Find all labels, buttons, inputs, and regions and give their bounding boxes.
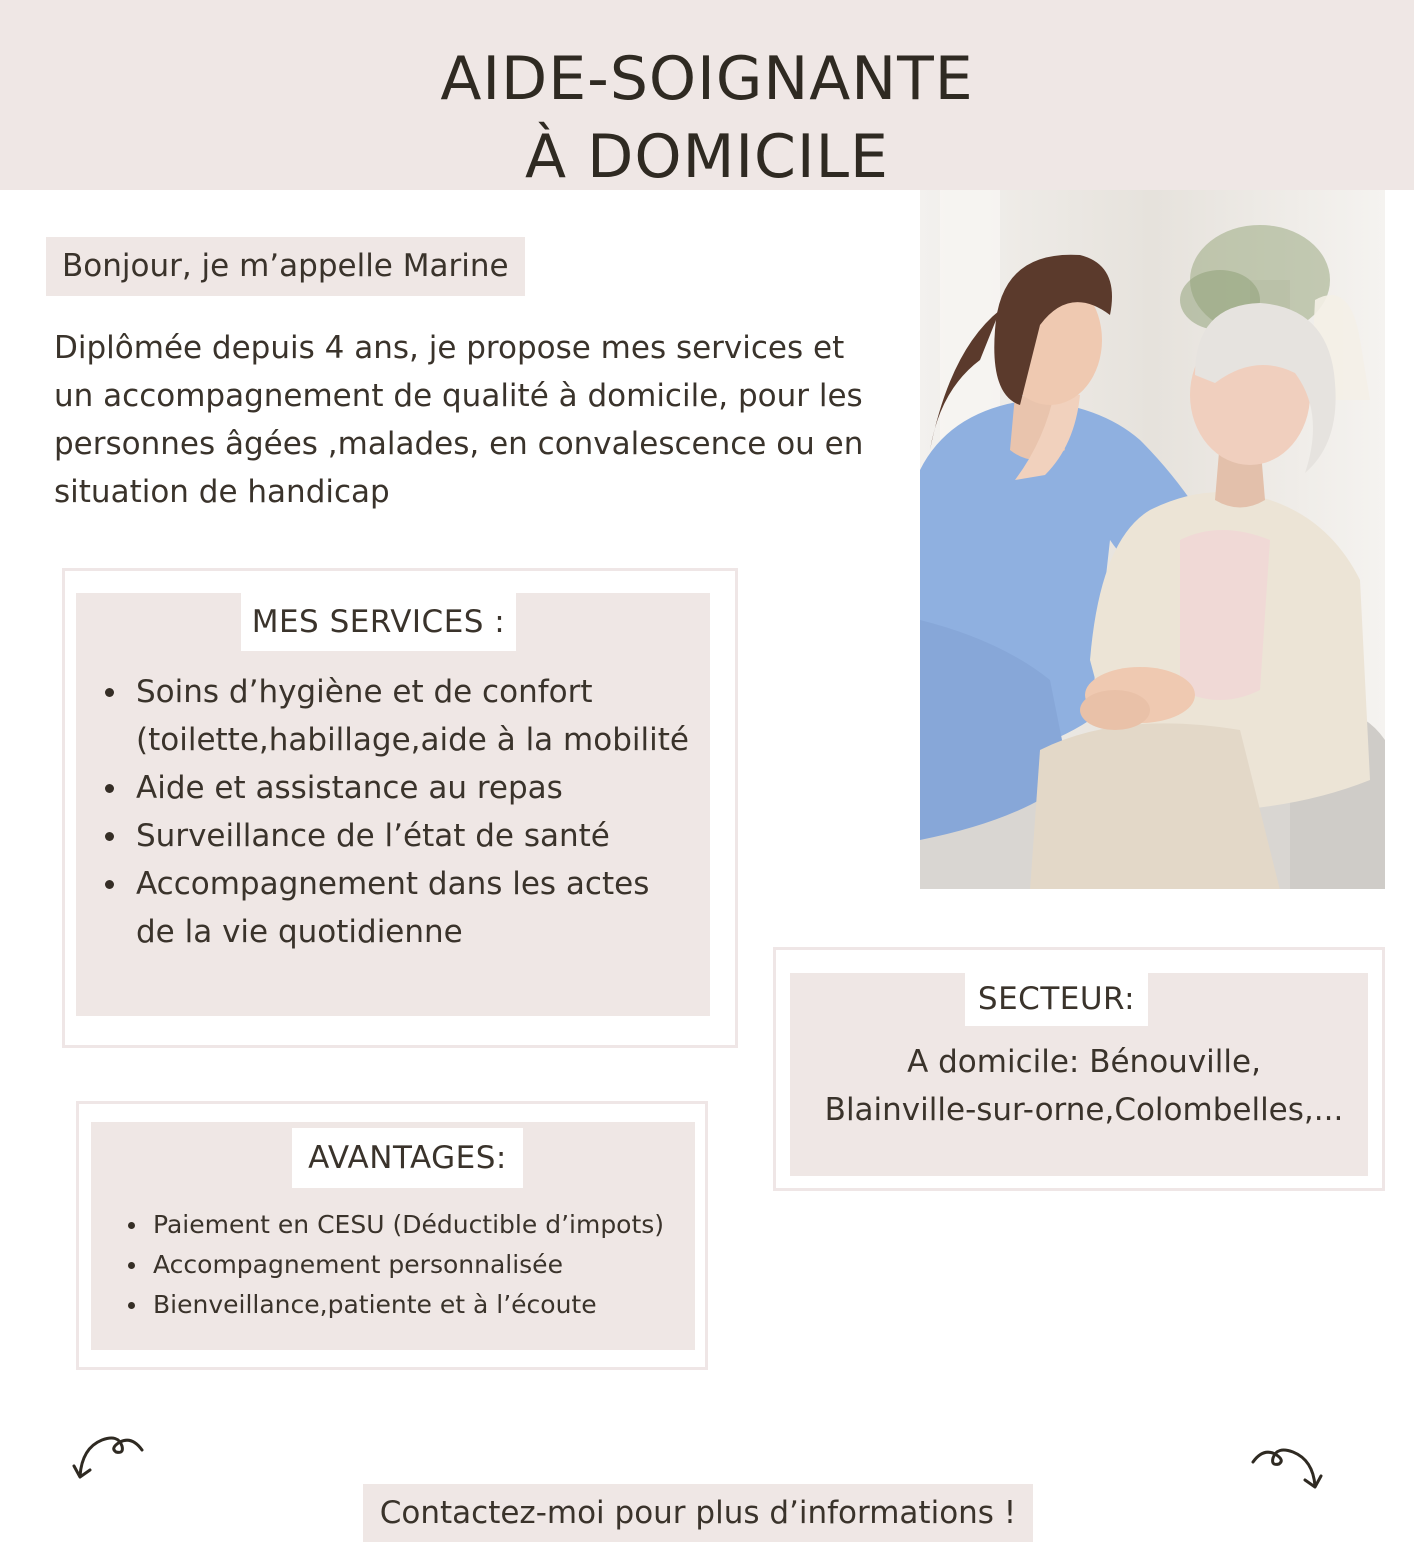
list-item: Soins d’hygiène et de confort (toilette,habillage,aide à la mobilité [136, 668, 696, 764]
page-title [0, 40, 1414, 196]
list-item: Accompagnement personnalisée [153, 1245, 693, 1285]
title-line-2: À DOMICILE [525, 122, 889, 192]
curly-arrow-down-left-icon [70, 1428, 150, 1483]
sector-line-2: Blainville-sur-orne,Colombelles,... [824, 1092, 1344, 1128]
advantages-list [153, 1205, 693, 1325]
list-item: Accompagnement dans les actes de la vie quotidienne [136, 860, 696, 956]
intro-paragraph: Diplômée depuis 4 ans, je propose mes services et un accompagnement de qualité à domicile, pour les personnes âgées ,malades, en convalescence ou en situation de handicap [54, 330, 864, 510]
sector-line-1: A domicile: Bénouville, [907, 1044, 1261, 1080]
sector-heading: SECTEUR: [965, 973, 1148, 1026]
greeting-label: Bonjour, je m’appelle Marine [46, 237, 525, 296]
caregiver-illustration [920, 190, 1385, 889]
list-item: Bienveillance,patiente et à l’écoute [153, 1285, 693, 1325]
list-item: Paiement en CESU (Déductible d’impots) [153, 1205, 693, 1245]
list-item: Aide et assistance au repas [136, 764, 696, 812]
header-banner [0, 0, 1414, 190]
contact-banner: Contactez-moi pour plus d’informations ! [363, 1484, 1033, 1542]
curly-arrow-down-right-icon [1245, 1440, 1325, 1495]
advantages-heading: AVANTAGES: [292, 1128, 523, 1188]
sector-text [790, 1038, 1378, 1134]
title-line-1: AIDE-SOIGNANTE [440, 44, 974, 114]
services-list [136, 668, 696, 956]
list-item: Surveillance de l’état de santé [136, 812, 696, 860]
services-heading: MES SERVICES : [241, 593, 516, 651]
caregiver-photo [920, 190, 1385, 889]
